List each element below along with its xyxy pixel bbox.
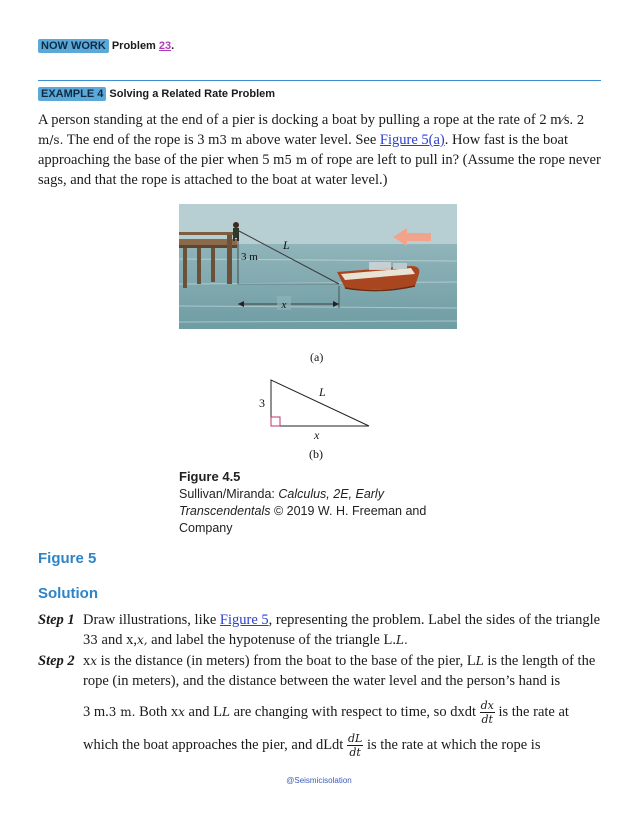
step2-math-3: 3 m. [108, 704, 136, 719]
solution-heading: Solution [38, 585, 98, 602]
figure-5-heading: Figure 5 [38, 550, 97, 567]
caption-title: Figure 4.5 [179, 469, 241, 484]
caption-publisher: © 2019 W. H. Freeman and [270, 504, 427, 518]
now-work-period: . [171, 40, 175, 52]
photo-L-label: L [283, 238, 290, 252]
dL-numerator: dL [347, 732, 363, 745]
step1-text-d: and label the hypotenuse of the triangle L. [147, 632, 396, 648]
step-1 [38, 610, 601, 650]
step1-math-2: x, [136, 633, 148, 647]
step2-text-f: and L [184, 703, 222, 720]
caption-publisher-end: Company [179, 521, 233, 535]
dt-denominator-1: dt [481, 713, 493, 726]
step2-math-5: L [221, 704, 230, 719]
intro-text-5: of rope are left to pull in? (Assume the rope never sags, and that the rope is attached to the boat at water level.) [38, 152, 601, 188]
caption-authors: Sullivan/Miranda: [179, 487, 279, 501]
intro-math-1: 2 m/s. [38, 113, 585, 147]
example-tag: EXAMPLE 4 [38, 87, 106, 101]
dx-numerator: dx [480, 699, 494, 712]
caption-book-title-2: Transcendentals [179, 504, 271, 518]
step2-math-1: x [90, 654, 98, 668]
dt-denominator-2: dt [349, 746, 361, 759]
step1-text-a: Draw illustrations, like [83, 612, 220, 628]
triangle-x-label: x [314, 428, 320, 442]
figure-label-b: (b) [309, 447, 323, 461]
intro-text-1: A person standing at the end of a pier is docking a boat by pulling a rope at the rate of 2 m⁄s. [38, 112, 574, 128]
step2-text-j: is the rate at which the rope is [363, 736, 541, 753]
intro-math-3: 5 m [284, 153, 308, 167]
watermark-footer: @Seismicisolation [286, 776, 352, 785]
triangle-3-label: 3 [259, 396, 265, 410]
step2-text-h: is the rate at [494, 703, 569, 720]
figure-5-link[interactable]: Figure 5 [219, 612, 269, 628]
section-divider [38, 80, 601, 81]
triangle-L-label: L [319, 385, 326, 399]
dL-dt-fraction [347, 732, 363, 759]
step2-text-e: Both x [135, 703, 179, 720]
step2-text-b: is the distance (in meters) from the boat to the base of the pier, L [97, 653, 476, 669]
step2-text-i: which the boat approaches the pier, and dLdt [83, 736, 344, 753]
dx-dt-fraction [480, 699, 495, 726]
intro-text-3: above water level. See [245, 132, 377, 148]
right-angle-marker [271, 417, 280, 426]
step-2 [38, 651, 601, 759]
step2-text-g: are changing with respect to time, so dxdt [229, 703, 476, 720]
pier-boat-photo [179, 204, 457, 329]
step-1-label: Step 1 [38, 612, 75, 628]
intro-math-2: 3 m [219, 133, 243, 147]
figure-label-a: (a) [310, 350, 324, 364]
example-problem-text [38, 110, 601, 190]
figure-5a-link[interactable]: Figure 5(a) [379, 132, 445, 148]
figure-caption [179, 468, 459, 537]
photo-3m-label: 3 m [241, 251, 258, 263]
now-work-line [38, 40, 174, 52]
step1-text-c: and x, [97, 632, 137, 648]
step2-math-4: x [178, 704, 185, 719]
caption-book-title-1: Calculus, 2E, Early [278, 487, 384, 501]
step2-text-d: 3 m. [83, 703, 109, 720]
photo-x-label: x [281, 299, 287, 311]
step2-text-a: x [83, 653, 91, 669]
step-2-label: Step 2 [38, 653, 75, 669]
now-work-tag: NOW WORK [38, 39, 109, 53]
step2-math-2: L [475, 654, 484, 668]
step1-math-3: L. [395, 633, 408, 647]
problem-23-link[interactable]: 23 [158, 40, 172, 52]
right-triangle-diagram [179, 372, 459, 472]
step2-text-c: is the length of the rope (in meters), and the distance between the water level and the person’s hand is [83, 653, 596, 689]
step1-math-1: 3 [90, 633, 98, 647]
example-title: Solving a Related Rate Problem [109, 88, 276, 100]
intro-text-2: The end of the rope is 3 m [66, 132, 220, 148]
now-work-text: Problem [111, 40, 156, 52]
example-heading [38, 88, 275, 100]
intro-text-4: . How fast is the boat approaching the base of the pier when 5 m [38, 132, 568, 168]
step1-text-b: , representing the problem. Label the sides of the triangle 3 [83, 612, 601, 648]
